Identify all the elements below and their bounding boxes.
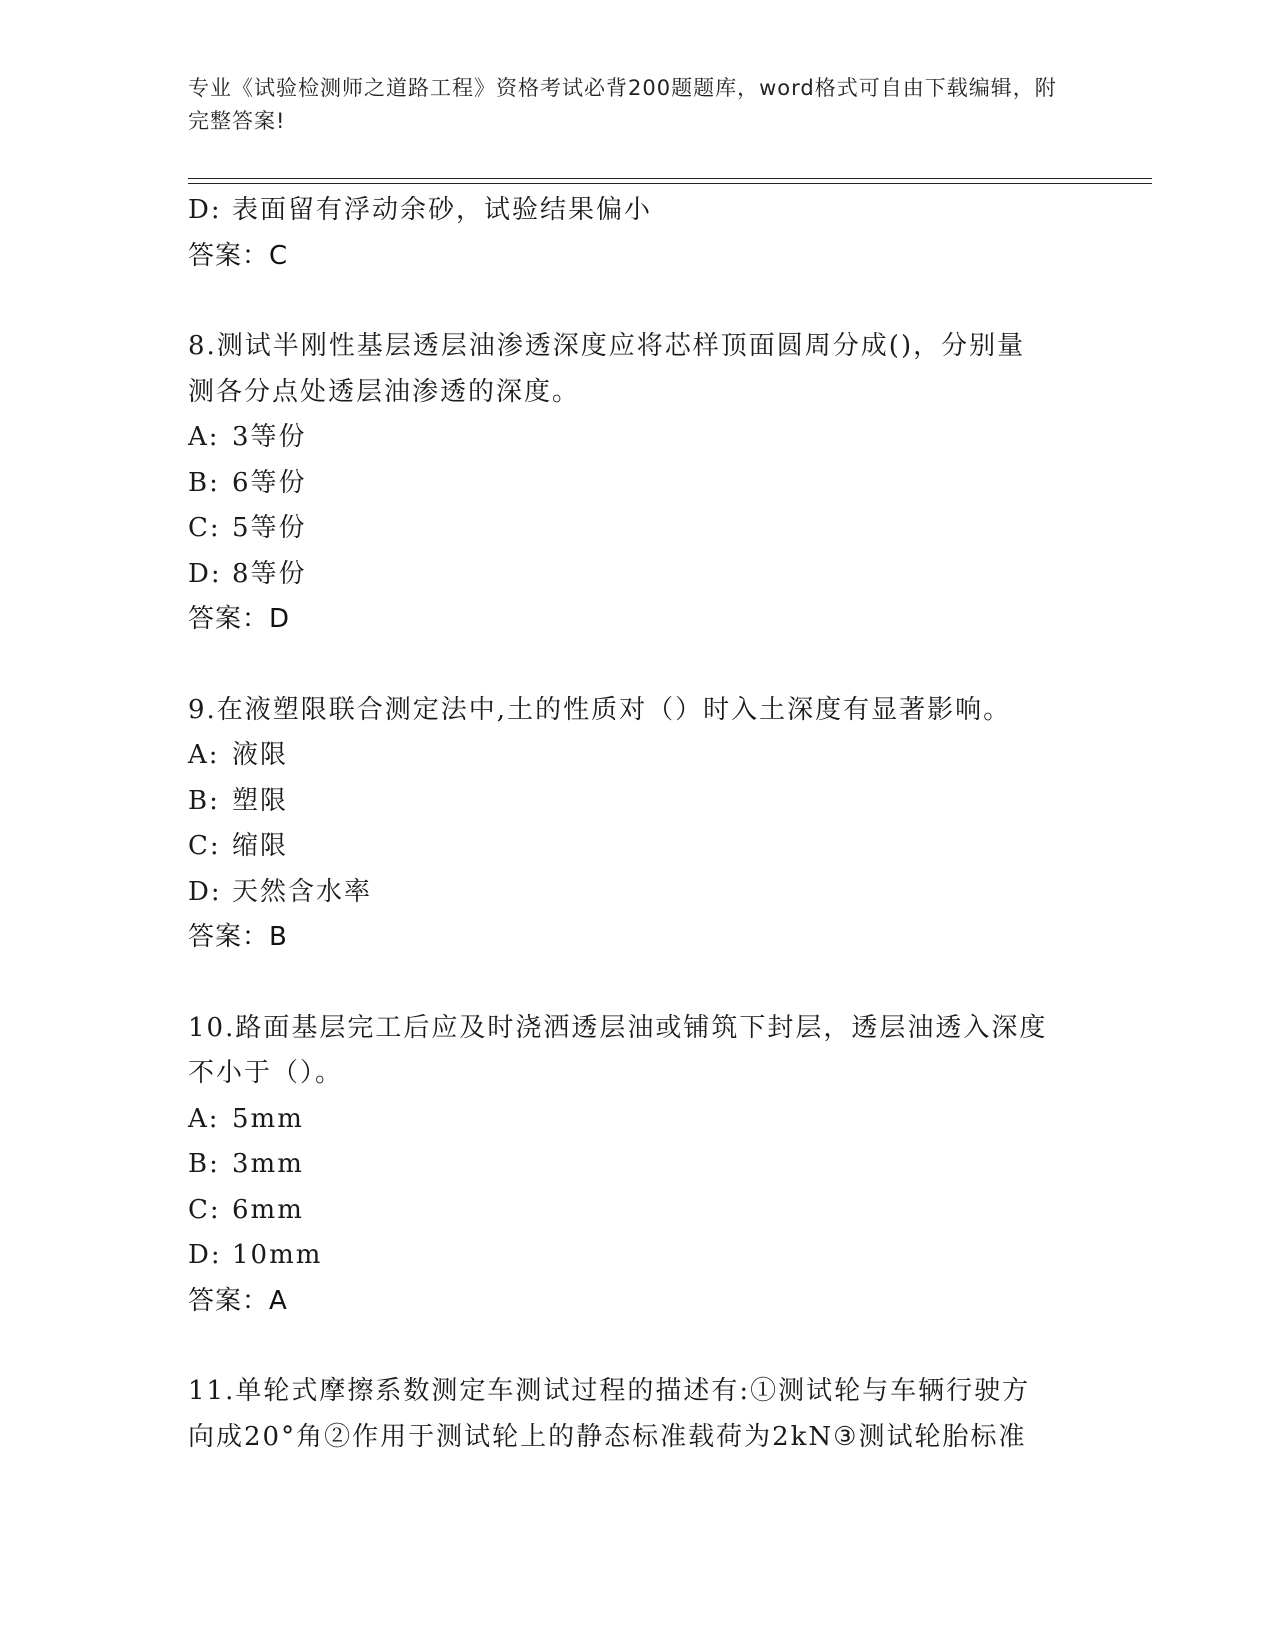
answer-line: 答案：D <box>188 604 291 634</box>
page-header: 专业《试验检测师之道路工程》资格考试必背200题题库，word格式可自由下载编辑，附完整答案! <box>188 76 1057 133</box>
option-label: B: <box>188 1149 220 1179</box>
option-label: C: <box>188 1194 221 1225</box>
spacer <box>188 279 1088 324</box>
option-text: 3mm <box>232 1149 304 1179</box>
answer-line: 答案：B <box>188 922 288 952</box>
option-label: B: <box>188 467 220 498</box>
option-text: 3等份 <box>232 422 307 452</box>
question-stem <box>188 688 1068 734</box>
option-text: 表面留有浮动余砂，试验结果偏小 <box>232 195 653 225</box>
option-label: D: <box>188 558 222 589</box>
option-text: 10mm <box>232 1240 323 1270</box>
option-b <box>188 779 1088 825</box>
option-text: 6mm <box>232 1194 304 1225</box>
option-b <box>188 461 1088 507</box>
option-text: 5mm <box>232 1103 304 1134</box>
document-body <box>188 188 1088 1460</box>
option-d <box>188 188 1088 234</box>
option-a <box>188 1097 1088 1143</box>
option-label: A: <box>188 740 220 770</box>
option-d <box>188 1233 1088 1279</box>
option-label: D: <box>188 195 222 225</box>
option-text: 8等份 <box>232 558 307 589</box>
option-c <box>188 506 1088 552</box>
option-label: D: <box>188 1240 222 1270</box>
option-c <box>188 1188 1088 1234</box>
option-text: 塑限 <box>232 785 289 816</box>
option-label: A: <box>188 1103 220 1134</box>
spacer <box>188 643 1088 688</box>
question-stem-line: 11.单轮式摩擦系数测定车测试过程的描述有:①测试轮与车辆行驶方 <box>188 1376 1031 1406</box>
option-d <box>188 552 1088 598</box>
option-label: C: <box>188 513 221 543</box>
answer-line: 答案：A <box>188 1285 288 1316</box>
option-b <box>188 1142 1088 1188</box>
header-rule-bottom <box>188 183 1152 184</box>
option-label: D: <box>188 876 222 907</box>
option-text: 天然含水率 <box>232 876 373 907</box>
question-stem-line: 10.路面基层完工后应及时浇洒透层油或铺筑下封层，透层油透入深度 <box>188 1012 1048 1043</box>
header-rule-top <box>188 178 1152 179</box>
option-label: B: <box>188 785 220 816</box>
question-stem-line: 8.测试半刚性基层透层油渗透深度应将芯样顶面圆周分成()，分别量 <box>188 331 1026 361</box>
option-label: C: <box>188 831 221 861</box>
answer-line: 答案：C <box>188 240 289 271</box>
question-stem-line: 9.在液塑限联合测定法中,土的性质对（）时入土深度有显著影响。 <box>188 694 1012 725</box>
option-a <box>188 733 1088 779</box>
spacer <box>188 1324 1088 1369</box>
option-a <box>188 415 1088 461</box>
option-d <box>188 870 1088 916</box>
question-stem-line: 不小于（）。 <box>188 1058 344 1088</box>
question-stem <box>188 324 1068 415</box>
option-text: 6等份 <box>232 467 307 498</box>
option-text: 液限 <box>232 740 289 770</box>
option-label: A: <box>188 422 220 452</box>
option-text: 缩限 <box>232 831 289 861</box>
question-stem <box>188 1006 1068 1097</box>
option-text: 5等份 <box>232 513 307 543</box>
question-stem-line: 向成20°角②作用于测试轮上的静态标准载荷为2kN③测试轮胎标准 <box>188 1421 1027 1452</box>
spacer <box>188 961 1088 1006</box>
option-c <box>188 824 1088 870</box>
question-stem <box>188 1369 1068 1460</box>
question-stem-line: 测各分点处透层油渗透的深度。 <box>188 376 581 407</box>
